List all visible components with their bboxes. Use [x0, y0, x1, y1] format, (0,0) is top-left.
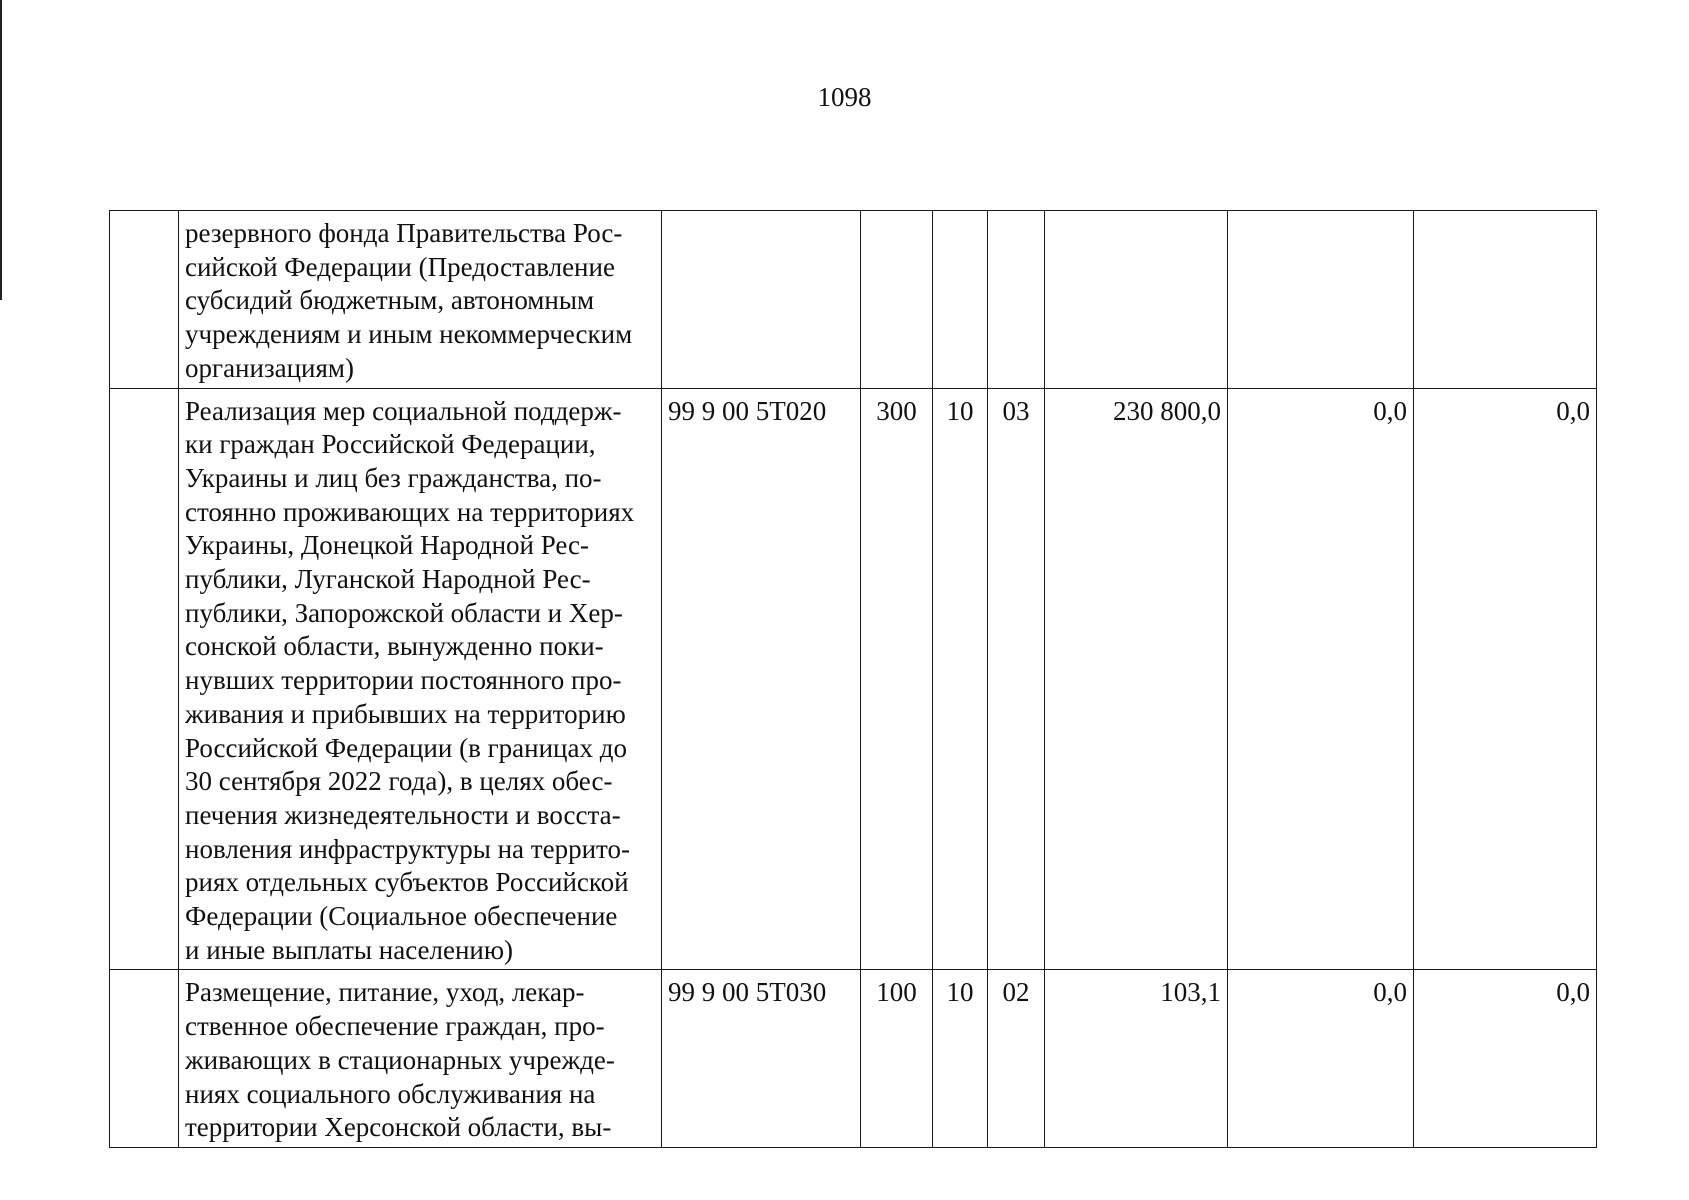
table-row — [110, 970, 1597, 1148]
scan-edge-line — [0, 0, 2, 300]
section-cell — [933, 211, 988, 389]
subsection-cell: 02 — [988, 970, 1045, 1148]
budget-table — [109, 210, 1597, 1148]
amount-year-3-cell — [1414, 211, 1597, 389]
amount-year-2-cell: 0,0 — [1228, 388, 1414, 970]
row-index-cell — [110, 211, 179, 389]
subsection-cell: 03 — [988, 388, 1045, 970]
expense-type-cell: 100 — [861, 970, 933, 1148]
page-number: 1098 — [817, 82, 872, 112]
expense-type-cell — [861, 211, 933, 389]
table-row — [110, 211, 1597, 389]
expense-type-cell: 300 — [861, 388, 933, 970]
table-row — [110, 388, 1597, 970]
amount-year-1-cell: 103,1 — [1045, 970, 1228, 1148]
amount-year-1-cell — [1045, 211, 1228, 389]
row-index-cell — [110, 388, 179, 970]
row-name-cell — [179, 211, 662, 389]
target-article-code-cell — [662, 211, 861, 389]
amount-year-3-cell: 0,0 — [1414, 388, 1597, 970]
row-name-text: Реализация мер социальной поддерж- ки граждан Российской Федерации, Украины и лиц без гражданства, по- стоянно проживающих на территориях Украины, Донецкой Народной Рес- публики, Луганской Народной Рес- публики, Запорожской области и Хер- сонской области, вынужденно поки- нувших территории постоянного про- живания и прибывших на территорию Российской Федерации (в границах до 30 сентября 2022 года), в целях обес- печения жизнедеятельности и восста- новления инфраструктуры на террито- риях отдельных субъектов Российской Федерации (Социальное обеспечение и иные выплаты населению) — [185, 395, 635, 965]
section-cell: 10 — [933, 388, 988, 970]
target-article-code-cell: 99 9 00 5Т020 — [662, 388, 861, 970]
row-name-cell — [179, 388, 662, 970]
subsection-cell — [988, 211, 1045, 389]
amount-year-2-cell — [1228, 211, 1414, 389]
amount-year-3-cell: 0,0 — [1414, 970, 1597, 1148]
section-cell: 10 — [933, 970, 988, 1148]
row-name-cell — [179, 970, 662, 1148]
amount-year-1-cell: 230 800,0 — [1045, 388, 1228, 970]
target-article-code-cell: 99 9 00 5Т030 — [662, 970, 861, 1148]
amount-year-2-cell: 0,0 — [1228, 970, 1414, 1148]
row-index-cell — [110, 970, 179, 1148]
row-name-text: Размещение, питание, уход, лекар- ственное обеспечение граждан, про- живающих в стационарных учрежде- ниях социального обслуживания на территории Херсонской области, вы- — [185, 977, 615, 1143]
row-name-text: резервного фонда Правительства Рос- сийской Федерации (Предоставление субсидий бюджетным, автономным учреждениям и иным некоммерческим организациям) — [185, 218, 633, 383]
